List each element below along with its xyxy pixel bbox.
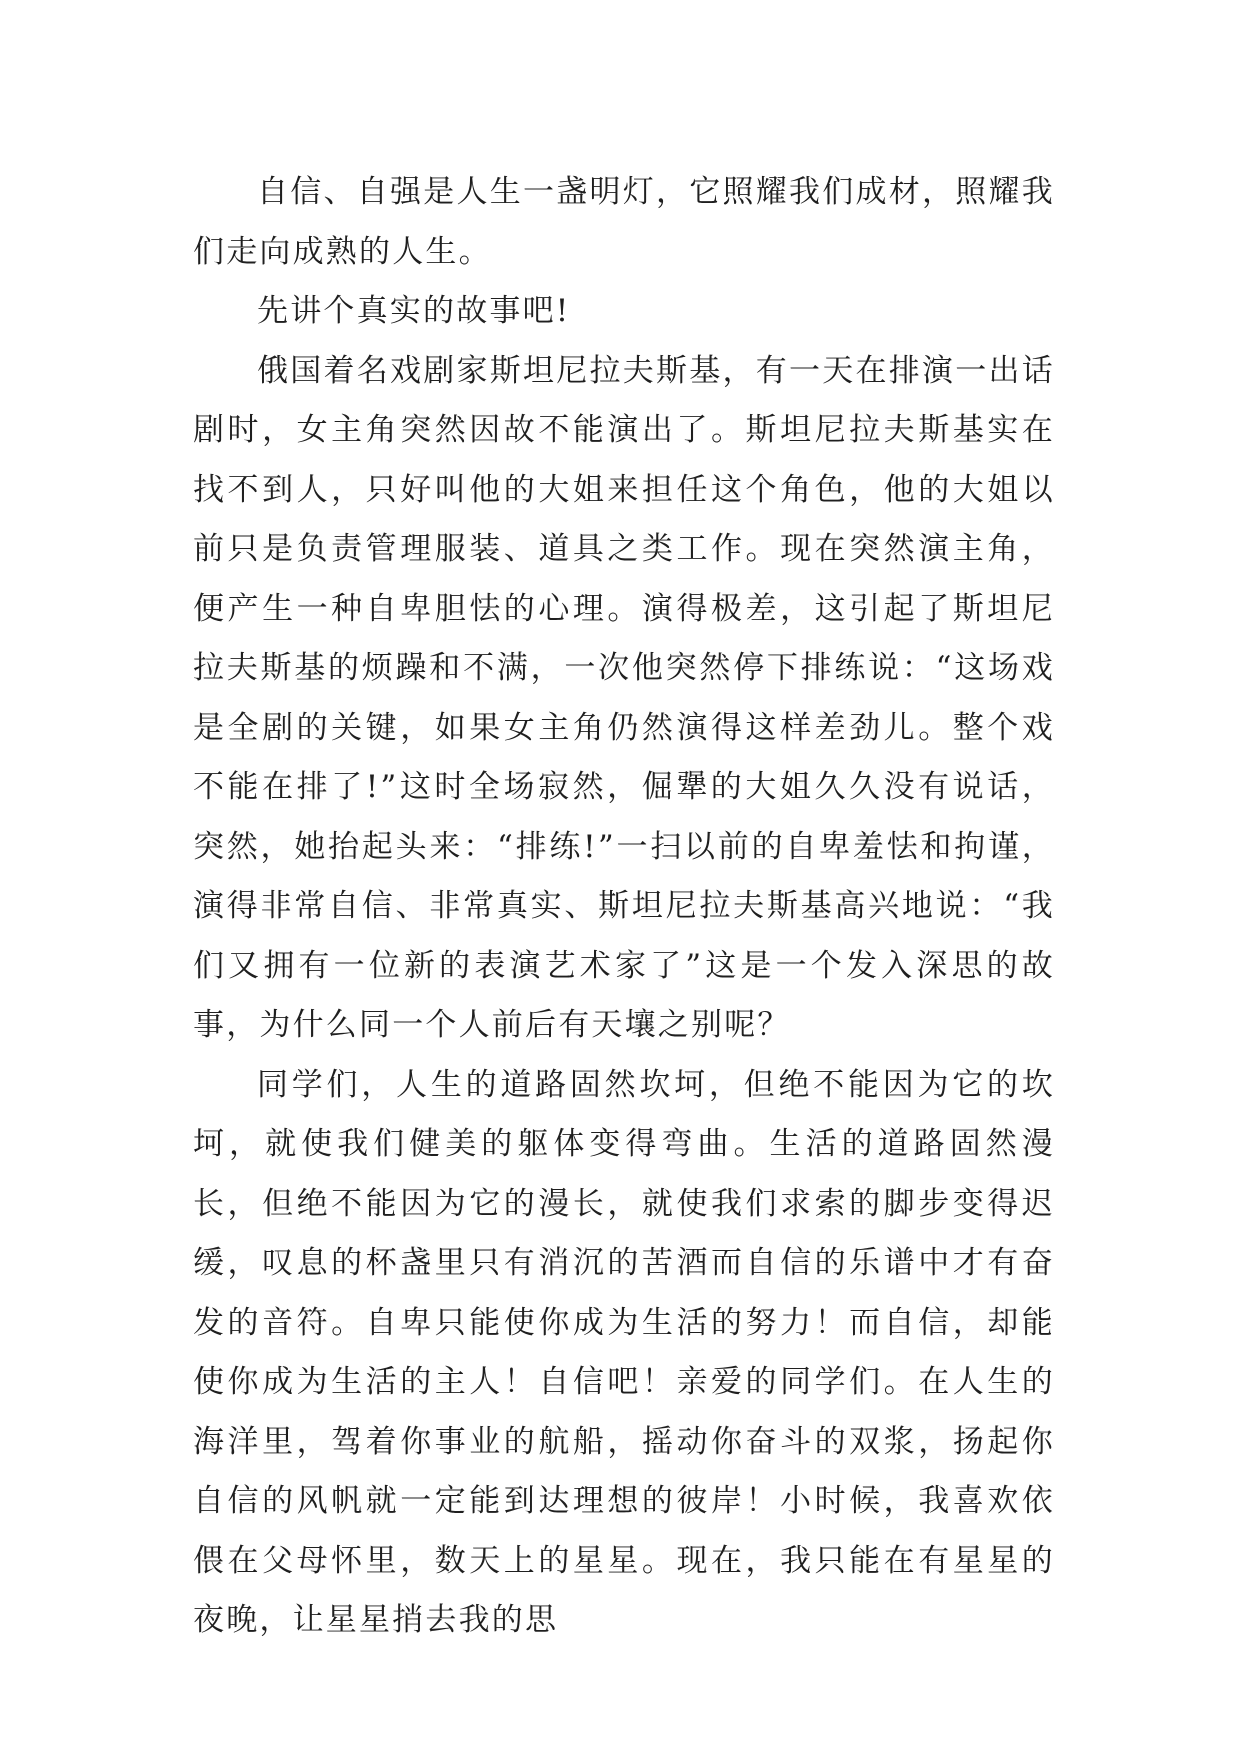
paragraph-3: 俄国着名戏剧家斯坦尼拉夫斯基，有一天在排演一出话剧时，女主角突然因故不能演出了。斯坦尼拉夫斯基实在找不到人，只好叫他的大姐来担任这个角色，他的大姐以前只是负责管理服装、道具之类工作。现在突然演主角，便产生一种自卑胆怯的心理。演得极差，这引起了斯坦尼拉夫斯基的烦躁和不满，一次他突然停下排练说：“这场戏是全剧的关键，如果女主角仍然演得这样差劲儿。整个戏不能在排了!”这时全场寂然，倔犟的大姐久久没有说话，突然，她抬起头来：“排练!”一扫以前的自卑羞怯和拘谨，演得非常自信、非常真实、斯坦尼拉夫斯基高兴地说：“我们又拥有一位新的表演艺术家了”这是一个发入深思的故事，为什么同一个人前后有天壤之别呢？ — [193, 352, 1055, 1043]
paragraph-4: 同学们，人生的道路固然坎坷，但绝不能因为它的坎坷，就使我们健美的躯体变得弯曲。生活的道路固然漫长，但绝不能因为它的漫长，就使我们求索的脚步变得迟缓，叹息的杯盏里只有消沉的苦酒而自信的乐谱中才有奋发的音符。自卑只能使你成为生活的努力！而自信，却能使你成为生活的主人！自信吧！亲爱的同学们。在人生的海洋里，驾着你事业的航船，摇动你奋斗的双浆，扬起你自信的风帆就一定能到达理想的彼岸！小时候，我喜欢依偎在父母怀里，数天上的星星。现在，我只能在有星星的夜晚，让星星捎去我的思 — [193, 1066, 1055, 1638]
body-text — [193, 163, 1055, 1651]
paragraph-2: 先讲个真实的故事吧! — [257, 293, 571, 329]
paragraph-1: 自信、自强是人生一盏明灯，它照耀我们成材，照耀我们走向成熟的人生。 — [193, 174, 1055, 270]
